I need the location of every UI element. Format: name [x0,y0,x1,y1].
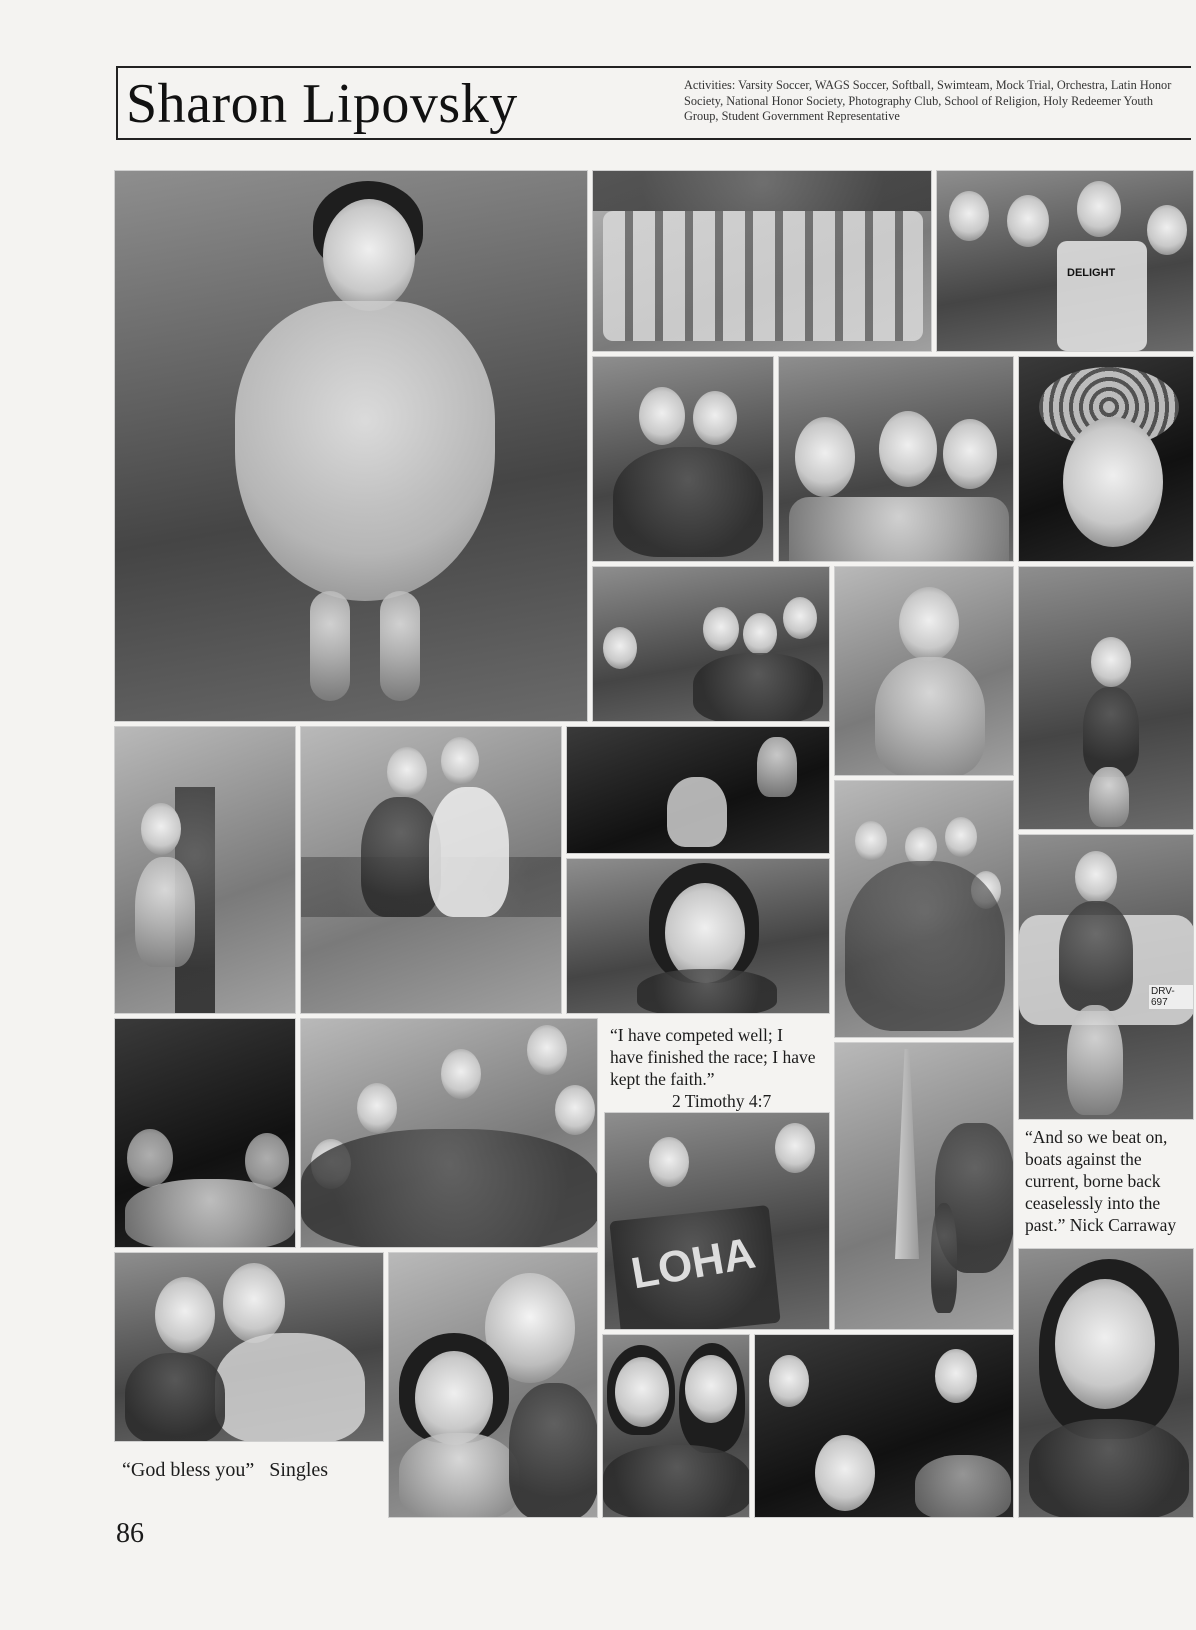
photo-girl-eating [1018,1248,1194,1518]
photo-family-trees [834,780,1014,1038]
photo-girl-toy-guitar [834,566,1014,776]
photo-girl-swimsuit [1018,566,1194,830]
quote-timothy-reference: 2 Timothy 4:7 [672,1091,772,1111]
photo-two-girls-brick [592,356,774,562]
license-plate-lettering: DRV-697 [1149,985,1193,1009]
photo-three-girls-indoor [778,356,1014,562]
photo-kids-costumes [592,566,830,722]
photo-loha-sign [604,1112,830,1330]
photo-girl-portrait-car [566,858,830,1014]
photo-washington-monument [834,1042,1014,1330]
activities-list: Activities: Varsity Soccer, WAGS Soccer, Softball, Swimteam, Mock Trial, Orchestra, Latin Honor Society, National Honor Society, Photography Club, School of Religion, Holy Redeemer Youth Group, Student Government Representative [684,78,1172,123]
photo-two-girls-beach [300,726,562,1014]
student-name: Sharon Lipovsky [126,73,518,135]
photo-teens-living-room [300,1018,598,1248]
caption-god-bless-you: “God bless you” Singles [122,1459,329,1481]
photo-baby-under-table [114,726,296,1014]
photo-girl-grandmother [388,1252,598,1518]
photo-two-girls-dark [114,1018,296,1248]
photo-toddler-dress [114,170,588,722]
sign-lettering: LOHA [627,1228,759,1299]
page-number: 86 [116,1518,144,1549]
quote-gatsby: “And so we beat on, boats against the current, borne back ceaselessly into the past.” Nick Carraway [1025,1127,1177,1235]
quote-timothy [610,1024,820,1112]
photo-two-girls-hug [114,1252,384,1442]
photo-dark-room-gathering [566,726,830,854]
photo-curlers-portrait [1018,356,1194,562]
photo-group-outdoor [592,170,932,352]
photo-boy-by-car [1018,834,1194,1120]
photo-two-girls-smiling [602,1334,750,1518]
quote-timothy-text: “I have competed well; I have finished the race; I have kept the faith.” [610,1025,816,1089]
shirt-lettering: DELIGHT [1067,267,1116,279]
photo-friends-restaurant [754,1334,1014,1518]
title-banner [116,66,1191,140]
photo-friends-delight-shirt [936,170,1194,352]
